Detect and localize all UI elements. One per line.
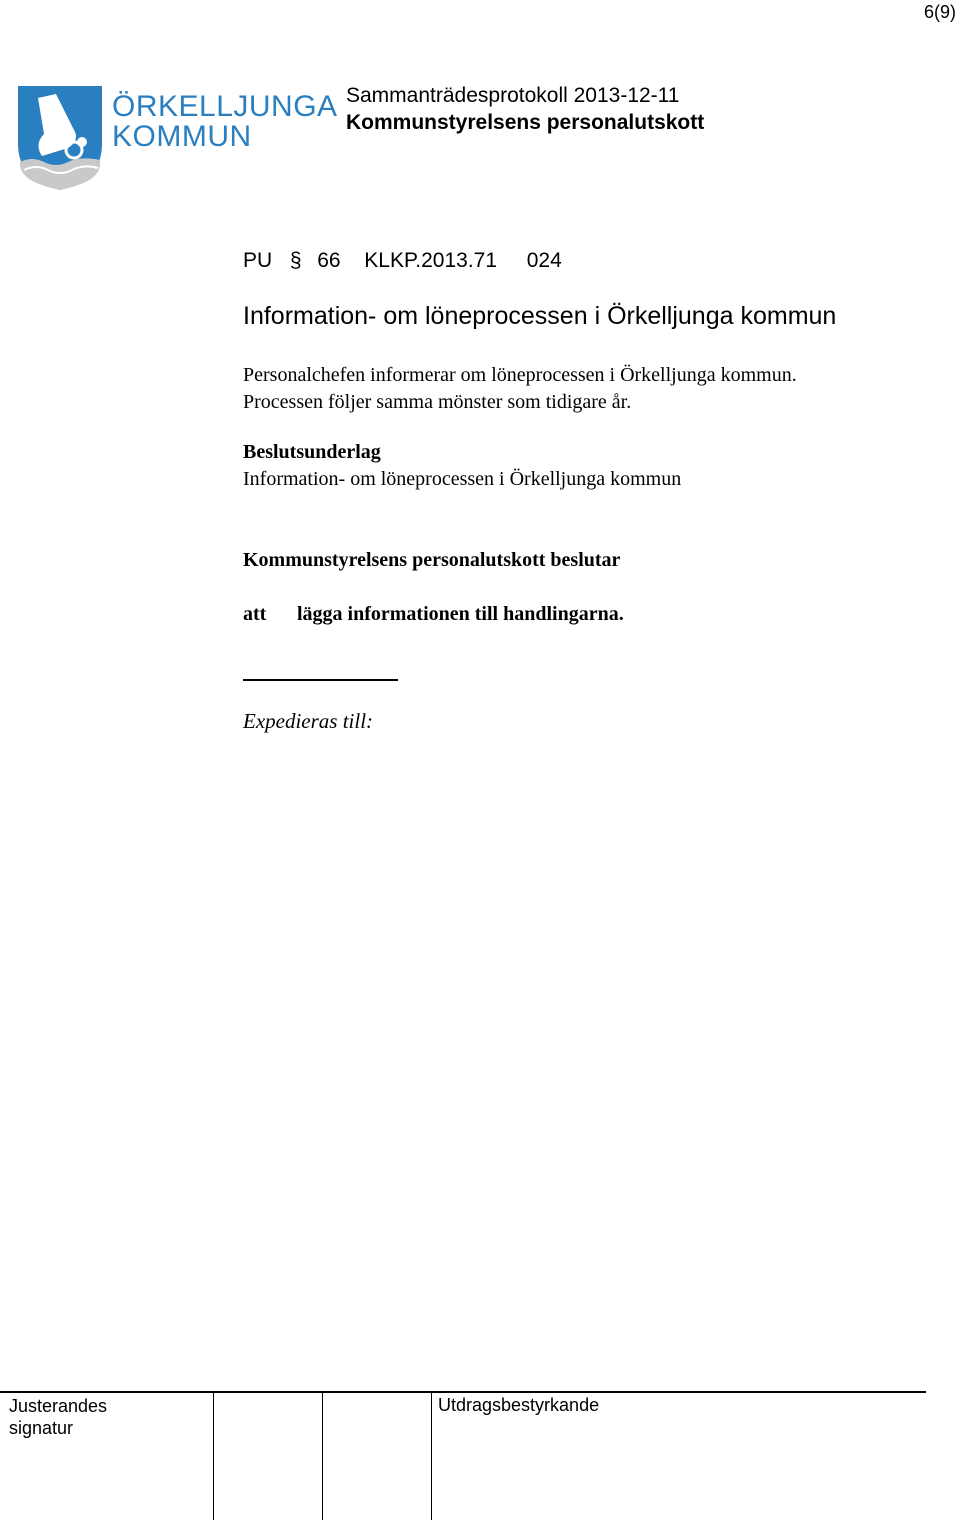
signature-label: Justerandes signatur	[9, 1396, 108, 1438]
page-number: 6(9)	[923, 2, 956, 22]
paragraph-symbol: §	[289, 249, 302, 272]
case-reference-line	[243, 249, 562, 273]
logo-text-line1: ÖRKELLJUNGA	[112, 90, 338, 123]
separator-line	[243, 679, 398, 681]
body-paragraph	[243, 362, 923, 416]
logo-text-line2: KOMMUN	[112, 120, 252, 153]
signature-footer	[0, 1391, 926, 1520]
committee-name: Kommunstyrelsens personalutskott	[346, 111, 705, 134]
paragraph-number: 66	[317, 249, 341, 272]
sent-to-label: Expedieras till:	[243, 709, 374, 733]
case-reference: KLKP.2013.71	[364, 249, 498, 272]
basis-heading: Beslutsunderlag	[243, 441, 381, 463]
footer-top-rule	[0, 1391, 926, 1393]
case-prefix: PU	[243, 249, 273, 272]
decision-att: att	[243, 603, 267, 625]
section-title: Information- om löneprocessen i Örkelljunga kommun	[243, 302, 837, 330]
body-line-1: Personalchefen informerar om löneprocessen i Örkelljunga kommun.	[243, 364, 797, 386]
protocol-title: Sammanträdesprotokoll 2013-12-11	[346, 84, 680, 107]
decision-heading: Kommunstyrelsens personalutskott beslutar	[243, 549, 621, 571]
basis-text: Information- om löneprocessen i Örkelljunga kommun	[243, 468, 682, 490]
body-line-2: Processen följer samma mönster som tidigare år.	[243, 391, 632, 413]
municipality-logo	[16, 84, 338, 194]
decision-text: lägga informationen till handlingarna.	[297, 603, 624, 625]
footer-divider	[431, 1391, 432, 1520]
certification-label: Utdragsbestyrkande	[438, 1395, 600, 1415]
case-code: 024	[526, 249, 562, 272]
bell-emblem-icon	[16, 84, 108, 194]
footer-divider	[322, 1391, 323, 1520]
footer-divider	[213, 1391, 214, 1520]
